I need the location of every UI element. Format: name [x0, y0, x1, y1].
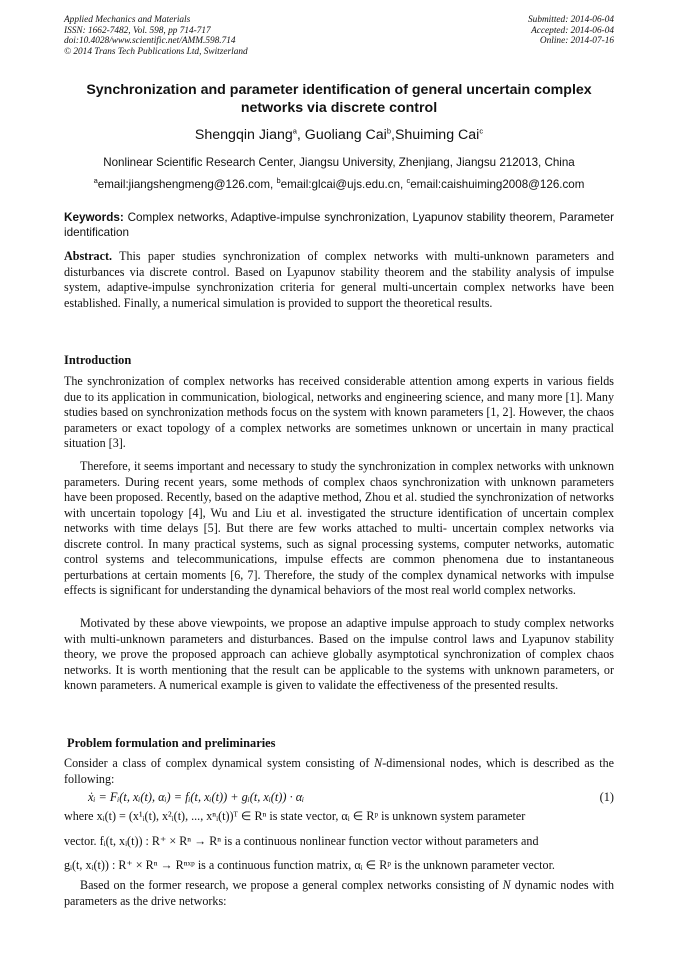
journal-issn: ISSN: 1662-7482, Vol. 598, pp 714-717	[64, 25, 211, 36]
abstract-text: This paper studies synchronization of complex networks with multi-unknown parameters and disturbances via discrete control. Based on Lyapunov stability theorem and the stability analysis of impulse system, adaptive-impulse synchronization criteria for general multi-uncertain complex networks have been established. Finally, a numerical simulation is provided to support the theoretical results.	[64, 249, 614, 310]
author-1: Shengqin Jiang	[194, 127, 293, 143]
intro-paragraph-2: Therefore, it seems important and necessary to study the synchronization in complex networks with unknown parameters. During recent years, some methods of complex chaos synchronization with unknown parameters have been proposed. Recently, based on the adaptive method, Zhou et al. studied the synchronization of networks with uncertain topology [4], Wu and Liu et al. investigated the structure identification of uncertain complex networks with time delays [5]. But there are few works attached to multi- uncertain complex networks via discrete control. In many practical systems, such as signal processing systems, computer networks, automatic control systems and telecommunications, impulse effects are common phenomena due to instantaneous perturbations at certain moments [6, 7]. Therefore, the study of the complex dynamical networks with impulse effects is significant for understanding the dynamical behaviors of the most real world complex networks.	[64, 459, 614, 598]
problem-text-c: Based on the former research, we propose a general complex networks consisting of	[80, 878, 503, 892]
problem-paragraph-2	[64, 878, 614, 909]
abstract	[64, 249, 614, 311]
author-emails	[64, 178, 614, 191]
email-2-mark: b	[276, 176, 281, 186]
author-2: , Guoliang Cai	[296, 127, 387, 143]
journal-copyright: © 2014 Trans Tech Publications Ltd, Switzerland	[64, 46, 248, 57]
journal-name: Applied Mechanics and Materials	[64, 15, 191, 25]
email-2: email:glcai@ujs.edu.cn,	[280, 178, 407, 191]
problem-text-d: dynamic nodes with parameters as the drive networks:	[64, 878, 614, 908]
where-line-1: where xᵢ(t) = (x¹ᵢ(t), x²ᵢ(t), ..., xⁿᵢ(t))ᵀ ∈ Rⁿ is state vector, αᵢ ∈ Rᵖ is unknown system parameter	[64, 809, 526, 823]
problem-heading: Problem formulation and preliminaries	[67, 736, 276, 750]
affiliation: Nonlinear Scientific Research Center, Jiangsu University, Zhenjiang, Jiangsu 212013, China	[103, 156, 575, 169]
equation-1-number: (1)	[599, 790, 614, 804]
email-1: email:jiangshengmeng@126.com,	[97, 178, 277, 191]
online-date: Online: 2014-07-16	[539, 36, 614, 47]
equation-1-body: ẋᵢ = Fᵢ(t, xᵢ(t), αᵢ) = fᵢ(t, xᵢ(t)) + gᵢ(t, xᵢ(t)) · αᵢ	[88, 790, 305, 804]
keywords-label: Keywords:	[64, 211, 124, 224]
where-line-3: gᵢ(t, xᵢ(t)) : R⁺ × Rⁿ → Rⁿˣᵖ is a continuous function matrix, αᵢ ∈ Rᵖ is the unknown parameter vector.	[64, 858, 555, 872]
author-1-mark: a	[292, 126, 297, 136]
journal-doi: doi:10.4028/www.scientific.net/AMM.598.714	[64, 36, 236, 47]
author-3-mark: c	[479, 126, 484, 136]
problem-paragraph-1	[64, 756, 614, 787]
keywords	[64, 211, 614, 240]
problem-text-a: Consider a class of complex dynamical system consisting of	[64, 756, 375, 770]
accepted-date: Accepted: 2014-06-04	[531, 25, 614, 36]
submission-dates	[528, 15, 614, 47]
variable-n: N	[374, 756, 383, 770]
where-line-2: vector. fᵢ(t, xᵢ(t)) : R⁺ × Rⁿ → Rⁿ is a continuous nonlinear function vector without parameters and	[64, 834, 539, 848]
email-1-mark: a	[93, 176, 98, 186]
intro-paragraph-3: Motivated by these above viewpoints, we propose an adaptive impulse approach to study complex networks with multi-unknown parameters and disturbances. Based on the impulse control laws and Lyapunov stability theory, we prove the proposed approach can achieve globally asymptotical synchronization of complex chaos networks. It is worth mentioning that the result can be applicable to the systems with unknown parameters, or known parameters. A numerical example is given to validate the effectiveness of the presented results.	[64, 616, 614, 693]
author-3: ,Shuiming Cai	[391, 127, 480, 143]
journal-info	[64, 15, 248, 57]
email-3-mark: c	[406, 176, 411, 186]
intro-paragraph-1: The synchronization of complex networks has received considerable attention among experts in various fields due to its application in communication, biological, networks and engineering science, and many more [1]. Many studies based on synchronization methods focus on the system with known parameters [1, 2]. However, the chaos parameters or exact topology of a complex networks are sometimes unknown or uncertain in many practical situation [3].	[64, 374, 614, 451]
email-3: email:caishuiming2008@126.com	[410, 178, 585, 191]
abstract-label: Abstract.	[64, 249, 113, 263]
introduction-heading: Introduction	[64, 353, 132, 367]
problem-text-b: -dimensional nodes, which is described as the following:	[64, 756, 614, 786]
submitted-date: Submitted: 2014-06-04	[528, 15, 614, 25]
author-list	[64, 127, 614, 143]
keywords-text: Complex networks, Adaptive-impulse synchronization, Lyapunov stability theorem, Parameter identification	[64, 211, 614, 239]
paper-title: Synchronization and parameter identification of general uncertain complex networks via discrete control	[86, 82, 592, 116]
author-2-mark: b	[386, 126, 391, 136]
variable-n-2: N	[502, 878, 511, 892]
